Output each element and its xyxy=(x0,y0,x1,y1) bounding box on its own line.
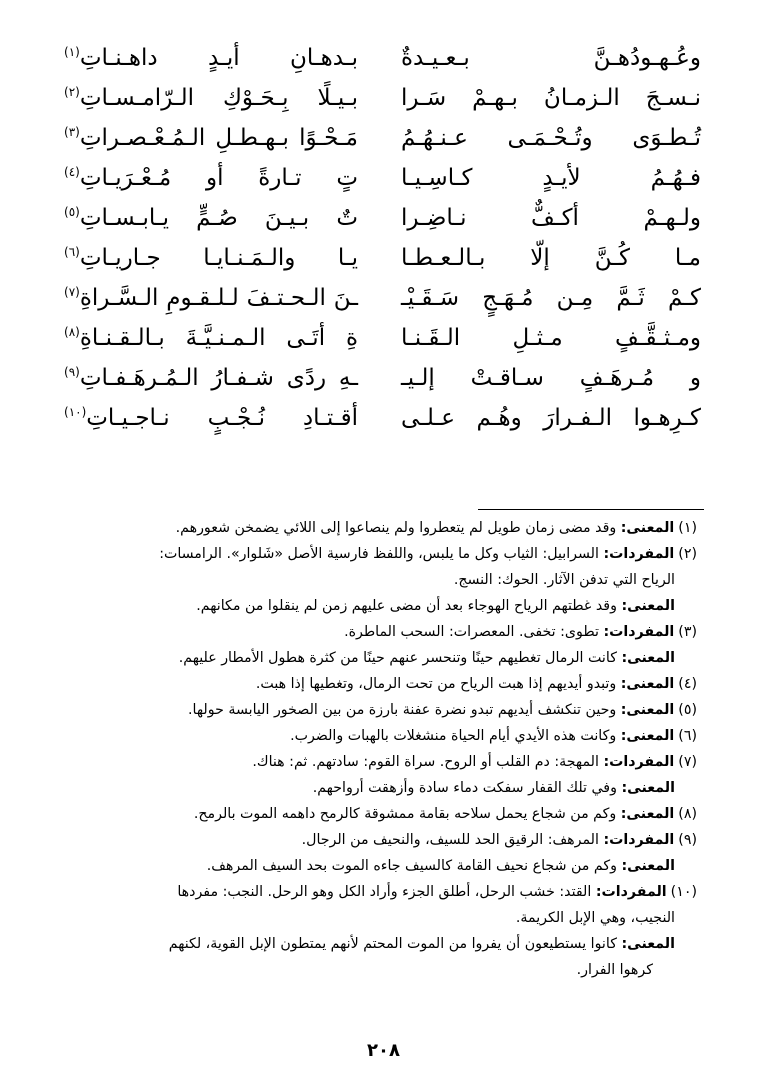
footnote xyxy=(64,931,697,983)
footnote-reference: (٢) xyxy=(64,85,80,100)
footnote-separator xyxy=(478,509,704,510)
footnote xyxy=(64,879,697,931)
footnote xyxy=(64,697,697,723)
footnote xyxy=(64,541,697,593)
footnote-text: السرابيل: الثياب وكل ما يلبس، واللفظ فارسية الأصل «شَلوار». الرامسات: xyxy=(159,546,599,562)
footnote-label: المفردات: xyxy=(603,624,675,640)
verse-first-hemistich: فـهُـمُ لأيـدٍ كـاسِـيـا xyxy=(401,165,701,191)
footnote xyxy=(64,619,697,645)
footnote xyxy=(64,671,697,697)
footnote-text: وفي تلك القفار سفكت دماء سادة وأزهقت أرواحهم. xyxy=(312,780,617,796)
footnote-reference: (١٠) xyxy=(64,405,87,420)
verse xyxy=(66,278,701,318)
verse-second-hemistich xyxy=(66,405,358,431)
verse-second-hemistich-text: بـدهـانِ أيـدٍ داهـنـاتِ xyxy=(79,45,358,71)
footnote-label: المعنى: xyxy=(620,702,675,718)
verse-first-hemistich: تُـطـوَى وتُـحْـمَـى عـنـهُـمُ xyxy=(401,125,701,151)
verse-first-hemistich: و مُـرهَـفٍ سـاقـتْ إلـيـ xyxy=(401,365,701,391)
verse-second-hemistich-text: مَـحْـوًا بـهـطـلِ الـمُـعْـصـراتِ xyxy=(79,125,358,151)
verse xyxy=(66,118,701,158)
verse-second-hemistich-text: أقـتـادِ نُـجْـبٍ نـاجـيـاتِ xyxy=(86,405,358,431)
footnote xyxy=(64,827,697,853)
footnote-reference: (٤) xyxy=(64,165,80,180)
verse-second-hemistich xyxy=(66,45,358,71)
verse-first-hemistich: كـرِهـوا الـفـرارَ وهُـم عـلـى xyxy=(401,405,701,431)
footnote xyxy=(64,723,697,749)
footnote-text: كانت الرمال تغطيهم حينًا وتنحسر عنهم حينًا من كثرة هطول الأمطار عليهم. xyxy=(178,650,617,666)
verse-first-hemistich: ولـهـمْ أكـفٌّ نـاضِـرا xyxy=(401,205,701,231)
footnote-number: (٥) xyxy=(678,702,697,718)
footnote xyxy=(64,853,697,879)
verse xyxy=(66,358,701,398)
verse-second-hemistich-text: تٌ بـيـنَ صُـمٍّ يـابـسـاتِ xyxy=(79,205,358,231)
footnote-label: المعنى: xyxy=(621,650,675,666)
footnote-text: وكانت هذه الأيدي أيام الحياة منشغلات بالهبات والضرب. xyxy=(290,728,617,744)
footnote-text: وقد مضى زمان طويل لم يتعطروا ولم ينصاعوا إلى اللائي يضمخن شعورهم. xyxy=(175,520,617,536)
footnote-number: (٩) xyxy=(678,832,697,848)
footnote xyxy=(64,515,697,541)
verse-second-hemistich xyxy=(66,325,358,351)
footnote-text: القتد: خشب الرحل، أطلق الجزء وأراد الكل وهو الرحل. النجب: مفردها xyxy=(177,884,592,900)
footnote-text-continued: النجيب، وهي الإبل الكريمة. xyxy=(515,910,675,926)
footnote-reference: (٥) xyxy=(64,205,80,220)
verse-second-hemistich-text: تٍ تـارةً أو مُـعْـرَيـاتِ xyxy=(79,165,358,191)
footnote xyxy=(64,775,697,801)
verse-first-hemistich: ومـثـقَّـفٍ مـثـلِ الـقَـنـا xyxy=(401,325,701,351)
footnote-number: (٦) xyxy=(678,728,697,744)
footnote-label: المعنى: xyxy=(621,858,675,874)
verse xyxy=(66,158,701,198)
footnote-label: المعنى: xyxy=(621,598,675,614)
verse-second-hemistich-text: يـا والـمَـنـايـا جـاريـاتِ xyxy=(79,245,358,271)
footnote-text: المهجة: دم القلب أو الروح. سراة القوم: سادتهم. ثم: هناك. xyxy=(252,754,599,770)
footnote-number: (١) xyxy=(678,520,697,536)
verse-second-hemistich-text: ـنَ الـحـتـفَ لـلـقـومِ الـسَّـراةِ xyxy=(79,285,358,311)
footnote-number: (٧) xyxy=(678,754,697,770)
footnote-label: المعنى: xyxy=(620,728,675,744)
footnote xyxy=(64,749,697,775)
verse-second-hemistich xyxy=(66,205,358,231)
verse-second-hemistich xyxy=(66,365,358,391)
footnote-reference: (٧) xyxy=(64,285,80,300)
footnote-text: وقد غطتهم الرياح الهوجاء بعد أن مضى عليهم زمن لم ينقلوا من مكانهم. xyxy=(196,598,617,614)
verse-first-hemistich: كـمْ ثَـمَّ مِـن مُـهَـجٍ سَـقَـيْـ xyxy=(401,285,701,311)
footnote xyxy=(64,645,697,671)
verse xyxy=(66,318,701,358)
footnote-number: (٤) xyxy=(678,676,697,692)
footnote-text: وكم من شجاع يحمل سلاحه بقامة ممشوقة كالرمح داهمه الموت بالرمح. xyxy=(193,806,617,822)
verse xyxy=(66,238,701,278)
footnote-label: المعنى: xyxy=(620,676,675,692)
footnote-label: المفردات: xyxy=(603,832,675,848)
footnote-label: المعنى: xyxy=(621,936,675,952)
verse-second-hemistich xyxy=(66,165,358,191)
footnote-text: المرهف: الرقيق الحد للسيف، والنحيف من الرجال. xyxy=(301,832,599,848)
footnote-label: المفردات: xyxy=(603,546,675,562)
footnote-reference: (٨) xyxy=(64,325,80,340)
footnote-reference: (٣) xyxy=(64,125,80,140)
footnote-text: وكم من شجاع نحيف القامة كالسيف جاءه الموت بحد السيف المرهف. xyxy=(206,858,617,874)
verse xyxy=(66,78,701,118)
verse-second-hemistich-text: ةِ أتَـى الـمـنـيَّـةَ بـالـقـنـاةِ xyxy=(79,325,358,351)
footnote-reference: (١) xyxy=(64,45,80,60)
footnote-label: المعنى: xyxy=(621,780,675,796)
footnote-reference: (٦) xyxy=(64,245,80,260)
footnote-number: (٢) xyxy=(678,546,697,562)
footnote xyxy=(64,593,697,619)
footnote-text-continued: كرهوا الفرار. xyxy=(576,962,653,978)
verse-second-hemistich xyxy=(66,85,358,111)
page-number: ٢٠٨ xyxy=(367,1040,400,1061)
footnote-number: (١٠) xyxy=(670,884,697,900)
verse xyxy=(66,198,701,238)
footnotes xyxy=(64,515,697,983)
footnote-text: تطوى: تخفى. المعصرات: السحب الماطرة. xyxy=(344,624,599,640)
footnote-number: (٣) xyxy=(678,624,697,640)
footnote-text-continued: الرياح التي تدفن الآثار. الحوك: النسج. xyxy=(453,572,675,588)
footnote-text: وتبدو أيديهم إذا هبت الرياح من تحت الرمال، وتغطيها إذا هبت. xyxy=(255,676,617,692)
footnote-text: وحين تنكشف أيديهم تبدو نضرة عفنة بارزة من بين الصخور اليابسة حولها. xyxy=(188,702,617,718)
footnote-label: المعنى: xyxy=(620,806,675,822)
footnote-text: كانوا يستطيعون أن يفروا من الموت المحتم لأنهم يمتطون الإبل القوية، لكنهم xyxy=(168,936,617,952)
footnote-label: المفردات: xyxy=(603,754,675,770)
footnote xyxy=(64,801,697,827)
verse-second-hemistich-text: ـهِ ردًى شـفـارُ الـمُـرهَـفـاتِ xyxy=(79,365,358,391)
verse-second-hemistich xyxy=(66,285,358,311)
verse xyxy=(66,398,701,438)
verse-second-hemistich-text: بـيـلًا بِـحَـوْكِ الـرّامـسـاتِ xyxy=(79,85,358,111)
verse-first-hemistich: نـسـجَ الـزمـانُ بـهـمْ سَـرا xyxy=(401,85,701,111)
poem xyxy=(66,38,701,438)
verse-first-hemistich: وعُـهـودُهـنَّ بـعـيـدةٌ xyxy=(401,45,701,71)
footnote-number: (٨) xyxy=(678,806,697,822)
footnote-reference: (٩) xyxy=(64,365,80,380)
footnote-label: المفردات: xyxy=(595,884,667,900)
verse-second-hemistich xyxy=(66,245,358,271)
footnote-label: المعنى: xyxy=(620,520,675,536)
verse-second-hemistich xyxy=(66,125,358,151)
verse-first-hemistich: مـا كُـنَّ إلّا بـالـعـطـا xyxy=(401,245,701,271)
verse xyxy=(66,38,701,78)
